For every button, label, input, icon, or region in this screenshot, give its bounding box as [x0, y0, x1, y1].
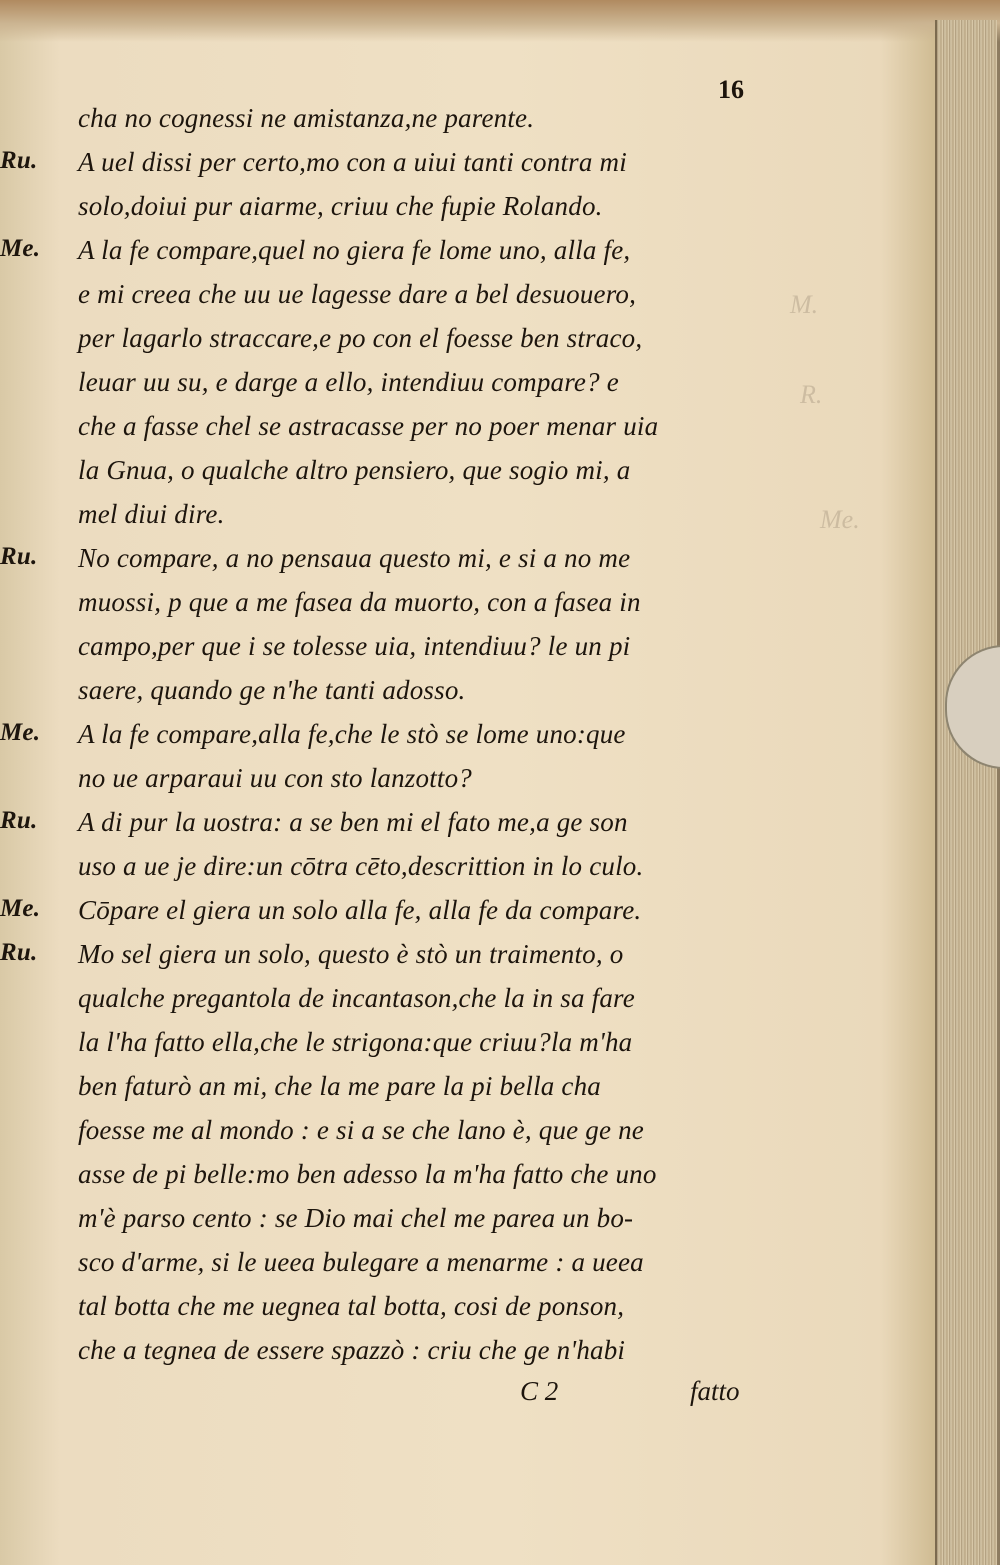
text-line — [0, 1071, 935, 1115]
speaker-label: Ru. — [0, 147, 38, 174]
text-line — [0, 1027, 935, 1071]
line-text: muossi, p que a me fasea da muorto, con a fasea in — [78, 587, 641, 617]
speaker-label: Ru. — [0, 543, 38, 570]
line-text: A la fe compare,quel no giera fe lome uno, alla fe, — [78, 235, 631, 265]
line-text: uso a ue je dire:un cōtra cēto,descrittion in lo culo. — [78, 851, 644, 881]
line-text: solo,doiui pur aiarme, criuu che fupie Rolando. — [78, 191, 603, 221]
catchword: fatto — [690, 1376, 740, 1406]
line-text: e mi creea che uu ue lagesse dare a bel desuouero, — [78, 279, 637, 309]
line-text: Cōpare el giera un solo alla fe, alla fe da compare. — [78, 895, 642, 925]
text-line — [0, 939, 935, 983]
speaker-label: Me. — [0, 719, 41, 746]
text-line — [0, 1203, 935, 1247]
line-text: A la fe compare,alla fe,che le stò se lome uno:que — [78, 719, 626, 749]
text-line — [0, 323, 935, 367]
text-block — [0, 103, 935, 1379]
book-page-edges — [935, 20, 997, 1565]
line-text: No compare, a no pensaua questo mi, e si a no me — [78, 543, 631, 573]
line-text: campo,per que i se tolesse uia, intendiuu? le un pi — [78, 631, 631, 661]
speaker-label: Ru. — [0, 939, 38, 966]
line-text: asse de pi belle:mo ben adesso la m'ha fatto che uno — [78, 1159, 657, 1189]
page-top-edge — [0, 0, 1000, 42]
line-text: saere, quando ge n'he tanti adosso. — [78, 675, 466, 705]
text-line — [0, 1335, 935, 1379]
text-line — [0, 675, 935, 719]
text-line — [0, 455, 935, 499]
text-line — [0, 1159, 935, 1203]
line-text: A uel dissi per certo,mo con a uiui tanti contra mi — [78, 147, 627, 177]
line-text: Mo sel giera un solo, questo è stò un traimento, o — [78, 939, 624, 969]
text-line — [0, 103, 935, 147]
text-line — [0, 543, 935, 587]
line-text: che a fasse chel se astracasse per no poer menar uia — [78, 411, 659, 441]
line-text: la l'ha fatto ella,che le strigona:que criuu?la m'ha — [78, 1027, 633, 1057]
line-text: per lagarlo straccare,e po con el foesse ben straco, — [78, 323, 643, 353]
text-line — [0, 235, 935, 279]
line-text: la Gnua, o qualche altro pensiero, que sogio mi, a — [78, 455, 631, 485]
text-line — [0, 851, 935, 895]
text-line — [0, 147, 935, 191]
line-text: A di pur la uostra: a se ben mi el fato me,a ge son — [78, 807, 628, 837]
line-text: no ue arparaui uu con sto lanzotto? — [78, 763, 473, 793]
text-line — [0, 807, 935, 851]
text-line — [0, 191, 935, 235]
text-line — [0, 983, 935, 1027]
text-line — [0, 1291, 935, 1335]
text-line — [0, 1115, 935, 1159]
line-text: mel diui dire. — [78, 499, 225, 529]
text-line — [0, 279, 935, 323]
text-line — [0, 1247, 935, 1291]
text-line — [0, 367, 935, 411]
speaker-label: Ru. — [0, 807, 38, 834]
show-through-mark: M. — [790, 290, 819, 319]
page-footer — [0, 1376, 935, 1420]
show-through-mark: Me. — [820, 505, 860, 534]
line-text: m'è parso cento : se Dio mai chel me parea un bo- — [78, 1203, 634, 1233]
speaker-label: Me. — [0, 895, 41, 922]
text-line — [0, 499, 935, 543]
text-line — [0, 631, 935, 675]
line-text: foesse me al mondo : e si a se che lano è, que ge ne — [78, 1115, 644, 1145]
text-line — [0, 763, 935, 807]
text-line — [0, 587, 935, 631]
line-text: sco d'arme, si le ueea bulegare a menarme : a ueea — [78, 1247, 644, 1277]
folio-number: 16 — [718, 75, 744, 104]
line-text: cha no cognessi ne amistanza,ne parente. — [78, 103, 535, 133]
line-text: ben faturò an mi, che la me pare la pi bella cha — [78, 1071, 602, 1101]
text-line — [0, 895, 935, 939]
show-through-mark: R. — [800, 380, 823, 409]
line-text: che a tegnea de essere spazzò : criu che ge n'habi — [78, 1335, 626, 1365]
line-text: tal botta che me uegnea tal botta, cosi de ponson, — [78, 1291, 625, 1321]
signature-mark: C 2 — [520, 1376, 559, 1406]
text-line — [0, 719, 935, 763]
speaker-label: Me. — [0, 235, 41, 262]
text-line — [0, 411, 935, 455]
line-text: qualche pregantola de incantason,che la in sa fare — [78, 983, 635, 1013]
line-text: leuar uu su, e darge a ello, intendiuu compare? e — [78, 367, 619, 397]
